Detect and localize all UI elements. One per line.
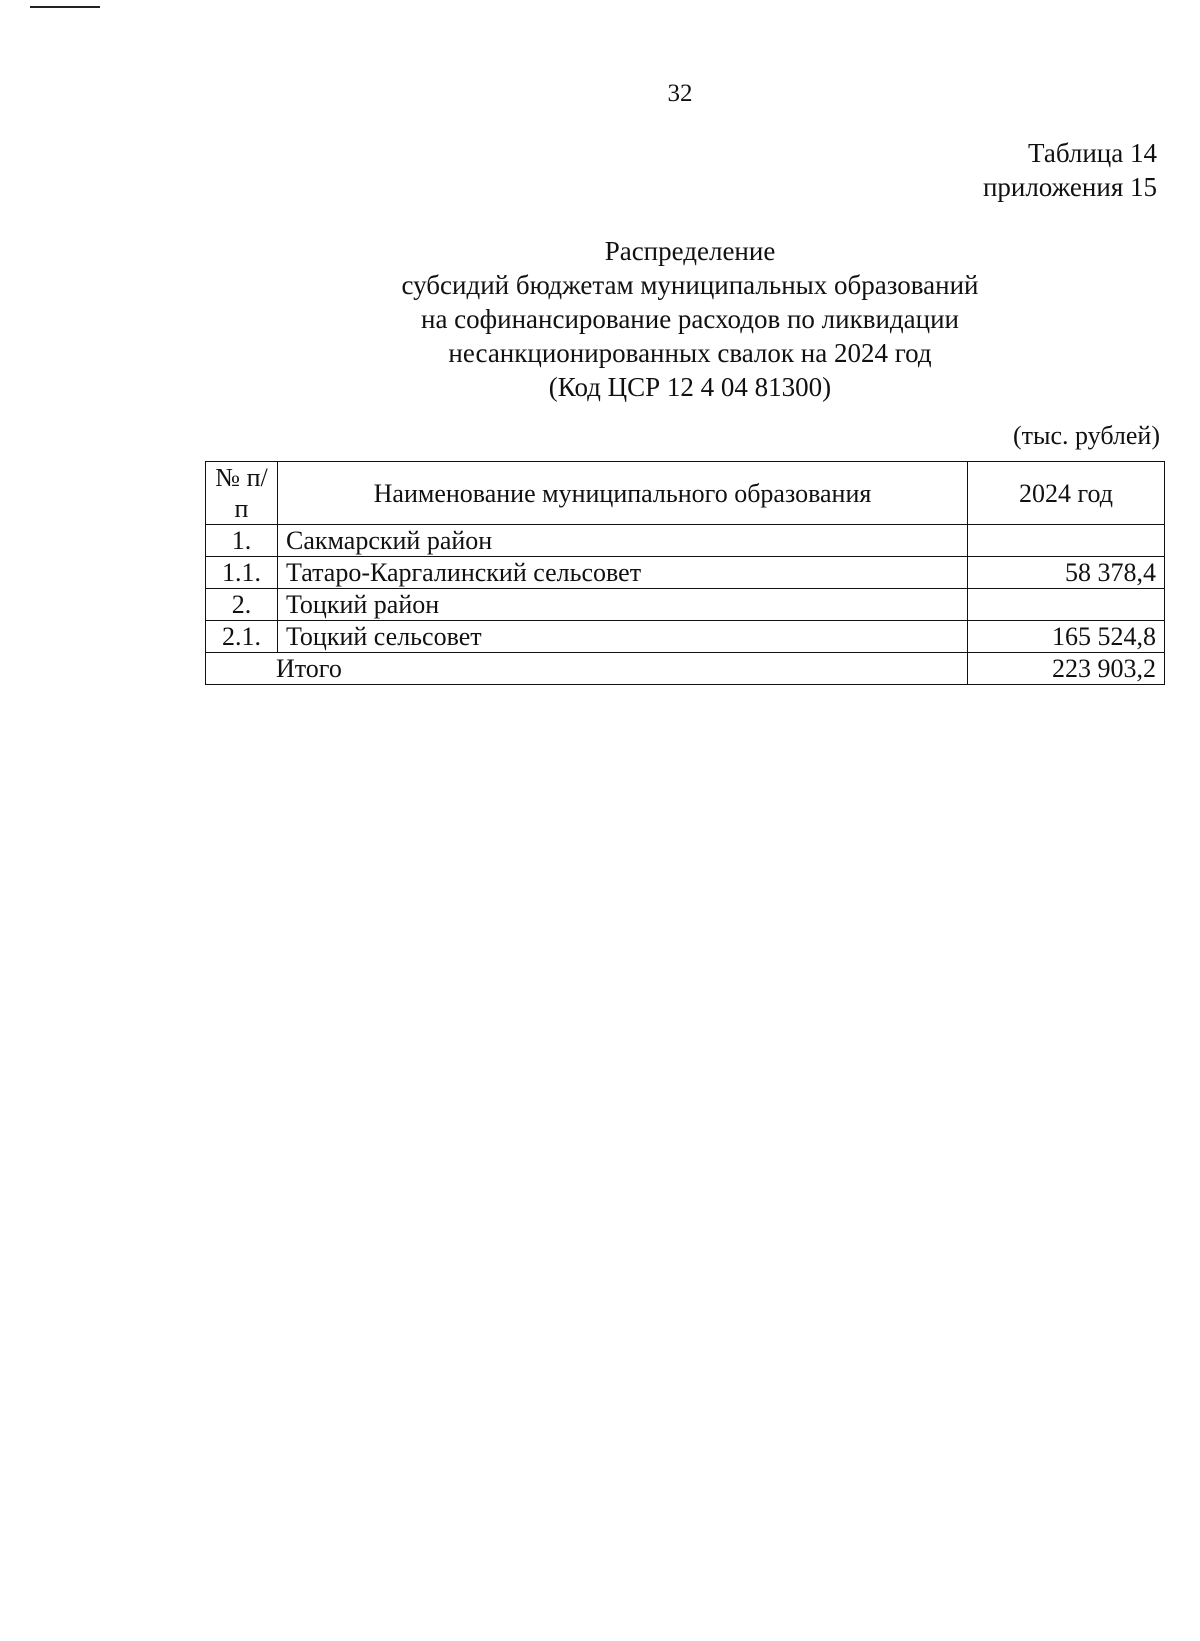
table-row [206, 557, 1165, 589]
corner-scan-mark [30, 6, 100, 8]
row-num: 1. [206, 525, 278, 557]
total-row [206, 653, 1165, 685]
header-name: Наименование муниципального образования [278, 462, 968, 525]
row-name: Тоцкий район [278, 589, 968, 621]
row-num: 2.1. [206, 621, 278, 653]
total-label: Итого [206, 653, 968, 685]
total-value: 223 903,2 [968, 653, 1165, 685]
table-reference [983, 136, 1157, 204]
row-num: 2. [206, 589, 278, 621]
document-title [290, 234, 1090, 404]
table-ref-line-1: Таблица 14 [1028, 138, 1157, 168]
header-value: 2024 год [968, 462, 1165, 525]
title-line-4: несанкционированных свалок на 2024 год [448, 338, 932, 368]
table-row [206, 589, 1165, 621]
row-name: Татаро-Каргалинский сельсовет [278, 557, 968, 589]
row-name: Сакмарский район [278, 525, 968, 557]
row-value [968, 589, 1165, 621]
row-value: 58 378,4 [968, 557, 1165, 589]
row-name: Тоцкий сельсовет [278, 621, 968, 653]
title-line-5: (Код ЦСР 12 4 04 81300) [548, 372, 832, 402]
title-line-2: субсидий бюджетам муниципальных образований [401, 270, 979, 300]
header-num: № п/п [206, 462, 278, 525]
table-row [206, 525, 1165, 557]
title-line-3: на софинансирование расходов по ликвидации [421, 304, 959, 334]
table-ref-line-2: приложения 15 [982, 172, 1157, 202]
units-label: (тыс. рублей) [1012, 421, 1160, 450]
distribution-table [205, 461, 1165, 685]
row-value [968, 525, 1165, 557]
row-value: 165 524,8 [968, 621, 1165, 653]
table-header-row [206, 462, 1165, 525]
title-line-1: Распределение [604, 236, 776, 266]
table-row [206, 621, 1165, 653]
row-num: 1.1. [206, 557, 278, 589]
page-number: 32 [667, 80, 693, 107]
